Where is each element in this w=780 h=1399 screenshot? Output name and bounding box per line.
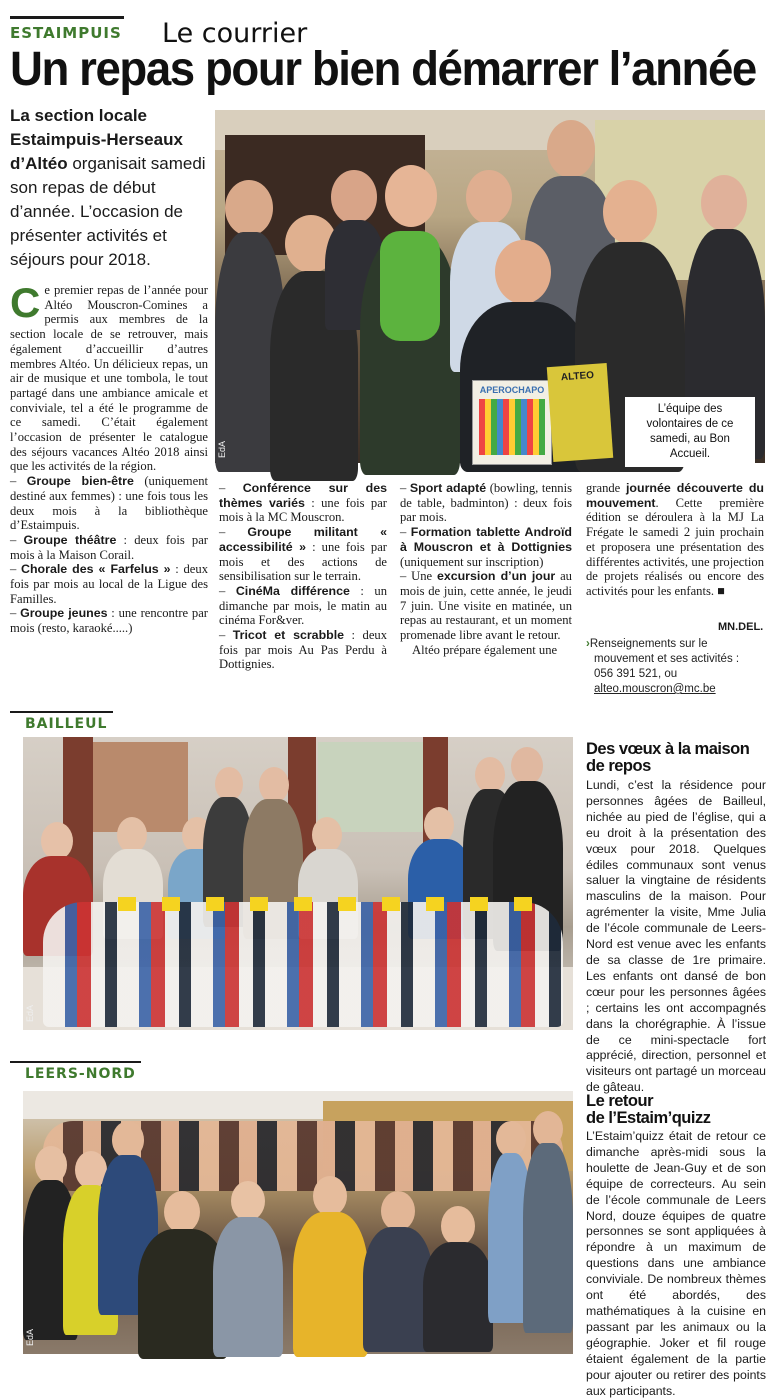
book2-title: ALTEO [560, 369, 595, 384]
person [293, 1176, 368, 1356]
article2-title: Des vœux à la maison de repos [586, 740, 750, 775]
photo-caption: L’équipe des volontaires de ce samedi, au Bon Accueil. [625, 397, 755, 467]
email-link[interactable]: alteo.mouscron@mc.be [594, 683, 716, 695]
section-label-leers-nord: LEERS-NORD [25, 1066, 136, 1082]
article1-column-2 [219, 481, 387, 672]
list-item: – Groupe bien-être (uniquement destiné aux femmes) : une fois tous les deux mois à la bibliothèque d’Estaimpuis. [10, 474, 208, 533]
end-mark: ■ [717, 583, 725, 598]
drop-cap: C [10, 279, 41, 326]
book-aperochapo [472, 380, 552, 465]
list-item: – Groupe théâtre : deux fois par mois à la Maison Corail. [10, 532, 209, 562]
section-label-estaimpuis: ESTAIMPUIS [10, 24, 122, 42]
list-item: – Conférence sur des thèmes variés : une fois par mois à la MC Mouscron. [219, 481, 387, 525]
lede [10, 104, 210, 272]
section-rule-bailleul [10, 711, 113, 713]
photo-credit: EdA [25, 1328, 35, 1346]
book-pattern [479, 399, 545, 455]
section-rule-estaimpuis [10, 16, 124, 19]
person [360, 165, 460, 465]
photo-quiz [23, 1091, 573, 1354]
article3-body: L’Estaim’quizz était de retour ce dimanche après-midi sous la houlette de Jean-Guy et de son équipe de correcteurs. Au sein de l’école communale de Leers Nord, douze équipes de quatre personnes se sont appliquées à répondre à un maximum de questions dans une ambiance conviviale. De nombreux thèmes ont été abordés, des mathématiques à la cuisine en passant par les animaux ou la géographie. Joker et fil rouge étaient également de la partie pour ajouter ou retirer des points aux participants. [586, 1129, 766, 1398]
photo-retirement-home [23, 737, 573, 1030]
person [423, 1206, 493, 1351]
signature: MN.DEL. [718, 621, 764, 633]
book-alteo [547, 363, 613, 462]
person [213, 1181, 283, 1356]
headline: Un repas pour bien démarrer l’année [10, 43, 756, 96]
list-item: – CinéMa différence : un dimanche par mois, le matin au cinéma For&ver. [219, 583, 388, 628]
section-label-bailleul: BAILLEUL [25, 716, 108, 732]
lede-bold: La section locale Estaimpuis-Herseaux d’Altéo [10, 106, 183, 173]
list-item: – Formation tablette Androïd à Mouscron et à Dottignies (uniquement sur inscription) [400, 525, 572, 569]
lede-rest: organisait samedi son repas de début d’année. L’occasion de présenter activités et séjours pour 2018. [10, 154, 206, 269]
chevron-right-icon: › [586, 638, 590, 650]
article1-column-1 [10, 279, 209, 636]
children-group [43, 902, 563, 1027]
green-scarf [380, 231, 440, 341]
article1-column-3 [400, 481, 572, 657]
masthead: Le courrier [162, 18, 308, 49]
photo-credit: EdA [217, 440, 227, 458]
paragraph: Altéo prépare également une [412, 642, 558, 657]
photo-volunteers [215, 110, 765, 463]
list-item: – Tricot et scrabble : deux fois par mois Au Pas Perdu à Dottignies. [219, 628, 388, 672]
book-title: APEROCHAPO [479, 385, 545, 395]
photo-credit: EdA [25, 1004, 35, 1022]
person [523, 1111, 573, 1341]
list-item: – Une excursion d’un jour au mois de juin, cette année, le jeudi 7 juin. Une visite en matinée, un repas au restaurant, et un moment promenade libre avant le retour. [400, 569, 572, 643]
list-item: – Chorale des « Farfelus » : deux fois par mois au local de la Ligue des Familles. [10, 562, 208, 606]
list-item: – Sport adapté (bowling, tennis de table, badminton) : deux fois par mois. [400, 481, 572, 525]
list-item: – Groupe militant « accessibilité » : une fois par mois et des actions de sensibilisation sur le terrain. [219, 525, 388, 584]
list-item: – Groupe jeunes : une rencontre par mois (resto, karaoké.....) [10, 606, 208, 636]
article1-column-4: grande journée découverte du mouvement. Cette première édition se déroulera à la MJ La Frégate le samedi 2 juin prochain et proposera une présentation des différentes activités, une projection de projets réalisés ou encore des activités pour les enfants. ■ [586, 481, 764, 598]
article2-body: Lundi, c’est la résidence pour personnes âgées de Bailleul, nichée au pied de l’église, qui a eu droit à la présentation des vœux pour 2018. Quelques édiles communaux sont venus saluer la vingtaine de résidents masculins de la maison. Pour agrémenter la visite, Mme Julia de l’école communale de Leers-Nord est venue avec les enfants de sa classe de 1re primaire. Les enfants ont dansé de bon cœur pour les personnes âgées ; certains les ont accompagnés dans la chorégraphie. À l’issue de ce mini-spectacle fort apprécié, direction, personnel et visiteurs ont partagé un morceau de gâteau. [586, 778, 766, 1095]
article3-title: Le retour de l’Estaim’quizz [586, 1092, 711, 1127]
col1-intro: e premier repas de l’année pour Altéo Mouscron-Comines a permis aux membres de la section locale de se retrouver, mais également d’accueillir d’autres membres Altéo. Un délicieux repas, un air de musique et une tombola, le tout partagé dans une ambiance amicale et conviviale, tel a été le programme de ce samedi. C’était également l’occasion de présenter le catalogue des séjours vacances Altéo 2018 ainsi que les activités de la région. [10, 283, 208, 474]
info-box: ›Renseignements sur le mouvement et ses activités : 056 391 521, ou alteo.mouscron@mc.be [586, 638, 740, 695]
section-rule-leers-nord [10, 1061, 141, 1063]
children-hats [118, 897, 538, 911]
col4-bold: journée découverte du mouvement [586, 481, 764, 510]
